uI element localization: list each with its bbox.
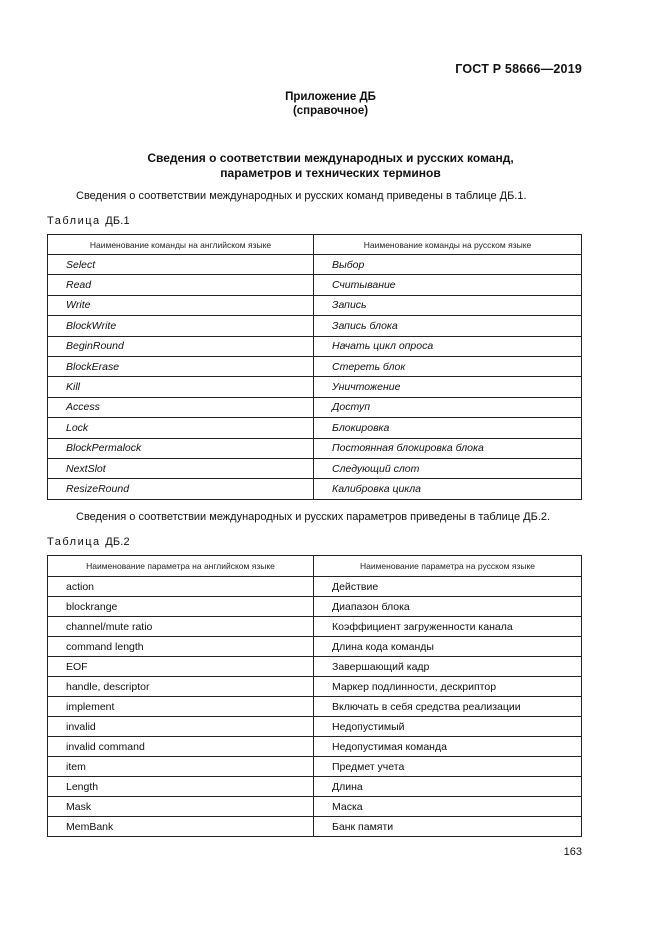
parameters-table-body bbox=[48, 577, 582, 837]
table1-header-english: Наименование команды на английском языке bbox=[48, 235, 314, 255]
table-row bbox=[48, 418, 582, 438]
english-term-cell: command length bbox=[48, 637, 314, 657]
table-row bbox=[48, 697, 582, 717]
english-term-cell: action bbox=[48, 577, 314, 597]
table-row bbox=[48, 255, 582, 275]
table-header-row bbox=[48, 556, 582, 577]
russian-term-cell: Начать цикл опроса bbox=[314, 336, 582, 356]
russian-term-cell: Выбор bbox=[314, 255, 582, 275]
russian-term-cell: Считывание bbox=[314, 275, 582, 295]
russian-term-cell: Длина bbox=[314, 777, 582, 797]
russian-term-cell: Калибровка цикла bbox=[314, 479, 582, 499]
page-number: 163 bbox=[563, 846, 582, 858]
appendix-subtitle: (справочное) bbox=[292, 105, 369, 117]
table-row bbox=[48, 356, 582, 376]
table-row bbox=[48, 397, 582, 417]
russian-term-cell: Банк памяти bbox=[314, 817, 582, 837]
english-term-cell: EOF bbox=[48, 657, 314, 677]
appendix-heading bbox=[0, 90, 661, 118]
intro-parameters-paragraph: Сведения о соответствии международных и русских параметров приведены в таблице ДБ.2. bbox=[76, 511, 551, 523]
table2-caption-number: ДБ.2 bbox=[105, 536, 130, 548]
standard-code: ГОСТ Р 58666—2019 bbox=[455, 62, 582, 76]
section-title-line-1: Сведения о соответствии международных и русских команд, bbox=[147, 151, 514, 165]
russian-term-cell: Включать в себя средства реализации bbox=[314, 697, 582, 717]
table-row bbox=[48, 797, 582, 817]
english-term-cell: Mask bbox=[48, 797, 314, 817]
table1-caption-number: ДБ.1 bbox=[105, 215, 130, 227]
russian-term-cell: Коэффициент загруженности канала bbox=[314, 617, 582, 637]
english-term-cell: blockrange bbox=[48, 597, 314, 617]
english-term-cell: implement bbox=[48, 697, 314, 717]
english-term-cell: Select bbox=[48, 255, 314, 275]
table-row bbox=[48, 757, 582, 777]
english-term-cell: BlockPermalock bbox=[48, 438, 314, 458]
russian-term-cell: Доступ bbox=[314, 397, 582, 417]
english-term-cell: MemBank bbox=[48, 817, 314, 837]
english-term-cell: BlockWrite bbox=[48, 316, 314, 336]
english-term-cell: Lock bbox=[48, 418, 314, 438]
table-header-row bbox=[48, 235, 582, 255]
russian-term-cell: Запись bbox=[314, 295, 582, 315]
russian-term-cell: Следующий слот bbox=[314, 458, 582, 478]
table-row bbox=[48, 438, 582, 458]
table-row bbox=[48, 637, 582, 657]
english-term-cell: Read bbox=[48, 275, 314, 295]
table-row bbox=[48, 336, 582, 356]
russian-term-cell: Постоянная блокировка блока bbox=[314, 438, 582, 458]
table-row bbox=[48, 737, 582, 757]
commands-table bbox=[47, 234, 582, 500]
commands-table-body bbox=[48, 255, 582, 500]
english-term-cell: channel/mute ratio bbox=[48, 617, 314, 637]
table-row bbox=[48, 597, 582, 617]
table2-header-english: Наименование параметра на английском языке bbox=[48, 556, 314, 577]
table-row bbox=[48, 717, 582, 737]
table-row bbox=[48, 617, 582, 637]
russian-term-cell: Блокировка bbox=[314, 418, 582, 438]
table-row bbox=[48, 657, 582, 677]
table-row bbox=[48, 295, 582, 315]
table2-caption-label: Таблица bbox=[47, 536, 101, 548]
table1-caption bbox=[47, 215, 130, 227]
intro-commands-paragraph: Сведения о соответствии международных и русских команд приведены в таблице ДБ.1. bbox=[76, 190, 527, 202]
russian-term-cell: Маркер подлинности, дескриптор bbox=[314, 677, 582, 697]
russian-term-cell: Диапазон блока bbox=[314, 597, 582, 617]
russian-term-cell: Маска bbox=[314, 797, 582, 817]
table-row bbox=[48, 479, 582, 499]
english-term-cell: invalid bbox=[48, 717, 314, 737]
english-term-cell: ResizeRound bbox=[48, 479, 314, 499]
english-term-cell: BlockErase bbox=[48, 356, 314, 376]
russian-term-cell: Действие bbox=[314, 577, 582, 597]
table-row bbox=[48, 275, 582, 295]
table2-caption bbox=[47, 536, 130, 548]
english-term-cell: Kill bbox=[48, 377, 314, 397]
english-term-cell: handle, descriptor bbox=[48, 677, 314, 697]
table1-caption-label: Таблица bbox=[47, 215, 101, 227]
english-term-cell: Length bbox=[48, 777, 314, 797]
russian-term-cell: Уничтожение bbox=[314, 377, 582, 397]
english-term-cell: Access bbox=[48, 397, 314, 417]
russian-term-cell: Стереть блок bbox=[314, 356, 582, 376]
parameters-table bbox=[47, 555, 582, 837]
russian-term-cell: Длина кода команды bbox=[314, 637, 582, 657]
russian-term-cell: Предмет учета bbox=[314, 757, 582, 777]
table-row bbox=[48, 777, 582, 797]
table-row bbox=[48, 377, 582, 397]
table-row bbox=[48, 817, 582, 837]
russian-term-cell: Завершающий кадр bbox=[314, 657, 582, 677]
english-term-cell: BeginRound bbox=[48, 336, 314, 356]
table2-header-russian: Наименование параметра на русском языке bbox=[314, 556, 582, 577]
english-term-cell: item bbox=[48, 757, 314, 777]
section-title bbox=[0, 151, 661, 181]
english-term-cell: Write bbox=[48, 295, 314, 315]
russian-term-cell: Запись блока bbox=[314, 316, 582, 336]
english-term-cell: invalid command bbox=[48, 737, 314, 757]
table-row bbox=[48, 677, 582, 697]
english-term-cell: NextSlot bbox=[48, 458, 314, 478]
table1-header-russian: Наименование команды на русском языке bbox=[314, 235, 582, 255]
table-row bbox=[48, 316, 582, 336]
table-row bbox=[48, 458, 582, 478]
russian-term-cell: Недопустимая команда bbox=[314, 737, 582, 757]
russian-term-cell: Недопустимый bbox=[314, 717, 582, 737]
table-row bbox=[48, 577, 582, 597]
appendix-title: Приложение ДБ bbox=[285, 91, 376, 103]
section-title-line-2: параметров и технических терминов bbox=[220, 166, 441, 180]
